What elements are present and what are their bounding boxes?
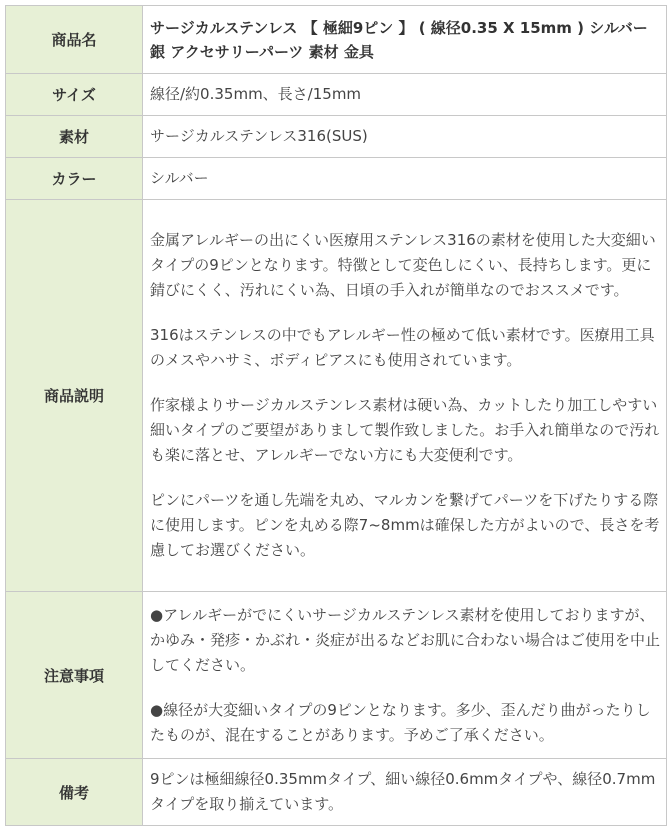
color-label: カラー (51, 170, 97, 188)
spec-row-color (6, 158, 667, 200)
description-value (143, 200, 667, 592)
description-label: 商品説明 (43, 387, 104, 405)
spec-row-size (6, 74, 667, 116)
notes-paragraph: ●アレルギーがでにくいサージカルステンレス素材を使用しておりますが、かゆみ・発疹・かぶれ・炎症が出るなどお肌に合わない場合はご使用を中止してください。 (150, 605, 661, 674)
spec-row-remarks (6, 759, 667, 826)
label-cell (6, 200, 143, 592)
label-cell (6, 74, 143, 116)
description-paragraph: ピンにパーツを通し先端を丸め、マルカンを繋げてパーツを下げたりする際に使用します。ピンを丸める際7~8mmは確保した方がよいので、長さを考慮してお選びください。 (150, 491, 660, 559)
notes-value (143, 592, 667, 759)
label-cell (6, 6, 143, 74)
material-value: サージカルステンレス316(SUS) (143, 116, 667, 158)
material-label: 素材 (58, 128, 89, 146)
spec-row-notes (6, 592, 667, 759)
label-cell (6, 592, 143, 759)
size-label: サイズ (52, 86, 96, 104)
notes-paragraph: ●線径が大変細いタイプの9ピンとなります。多少、歪んだり曲がったりしたものが、混在することがあります。予めご了承ください。 (150, 700, 651, 744)
description-paragraph: 316はステンレスの中でもアレルギー性の極めて低い素材です。医療用工具のメスやハサミ、ボディピアスにも使用されています。 (150, 326, 655, 369)
label-cell (6, 116, 143, 158)
color-value: シルバー (143, 158, 667, 200)
spec-row-product-name (6, 6, 667, 74)
description-paragraph: 作家様よりサージカルステンレス素材は硬い為、カットしたり加工しやすい細いタイプのご要望がありまして製作致しました。お手入れ簡単なので汚れも楽に落とせ、アレルギーでない方にも大変便利です。 (150, 396, 660, 464)
remarks-label: 備考 (58, 783, 89, 802)
product-spec-table (5, 5, 667, 826)
notes-label: 注意事項 (43, 666, 104, 685)
product-name-label: 商品名 (51, 31, 97, 49)
description-paragraph: 金属アレルギーの出にくい医療用ステンレス316の素材を使用した大変細いタイプの9ピンとなります。特徴として変色しにくい、長持ちします。更に錆びにくく、汚れにくい為、日頃の手入れが簡単なのでおススメです。 (150, 231, 656, 299)
product-name-value: サージカルステンレス 【 極細9ピン 】 ( 線径0.35 X 15mm ) シルバー銀 アクセサリーパーツ 素材 金具 (143, 6, 667, 74)
label-cell (6, 158, 143, 200)
size-value: 線径/約0.35mm、長さ/15mm (143, 74, 667, 116)
spec-row-material (6, 116, 667, 158)
spec-row-description (6, 200, 667, 592)
remarks-value: 9ピンは極細線径0.35mmタイプ、細い線径0.6mmタイプや、線径0.7mmタイプを取り揃えています。 (143, 759, 667, 826)
label-cell (6, 759, 143, 826)
